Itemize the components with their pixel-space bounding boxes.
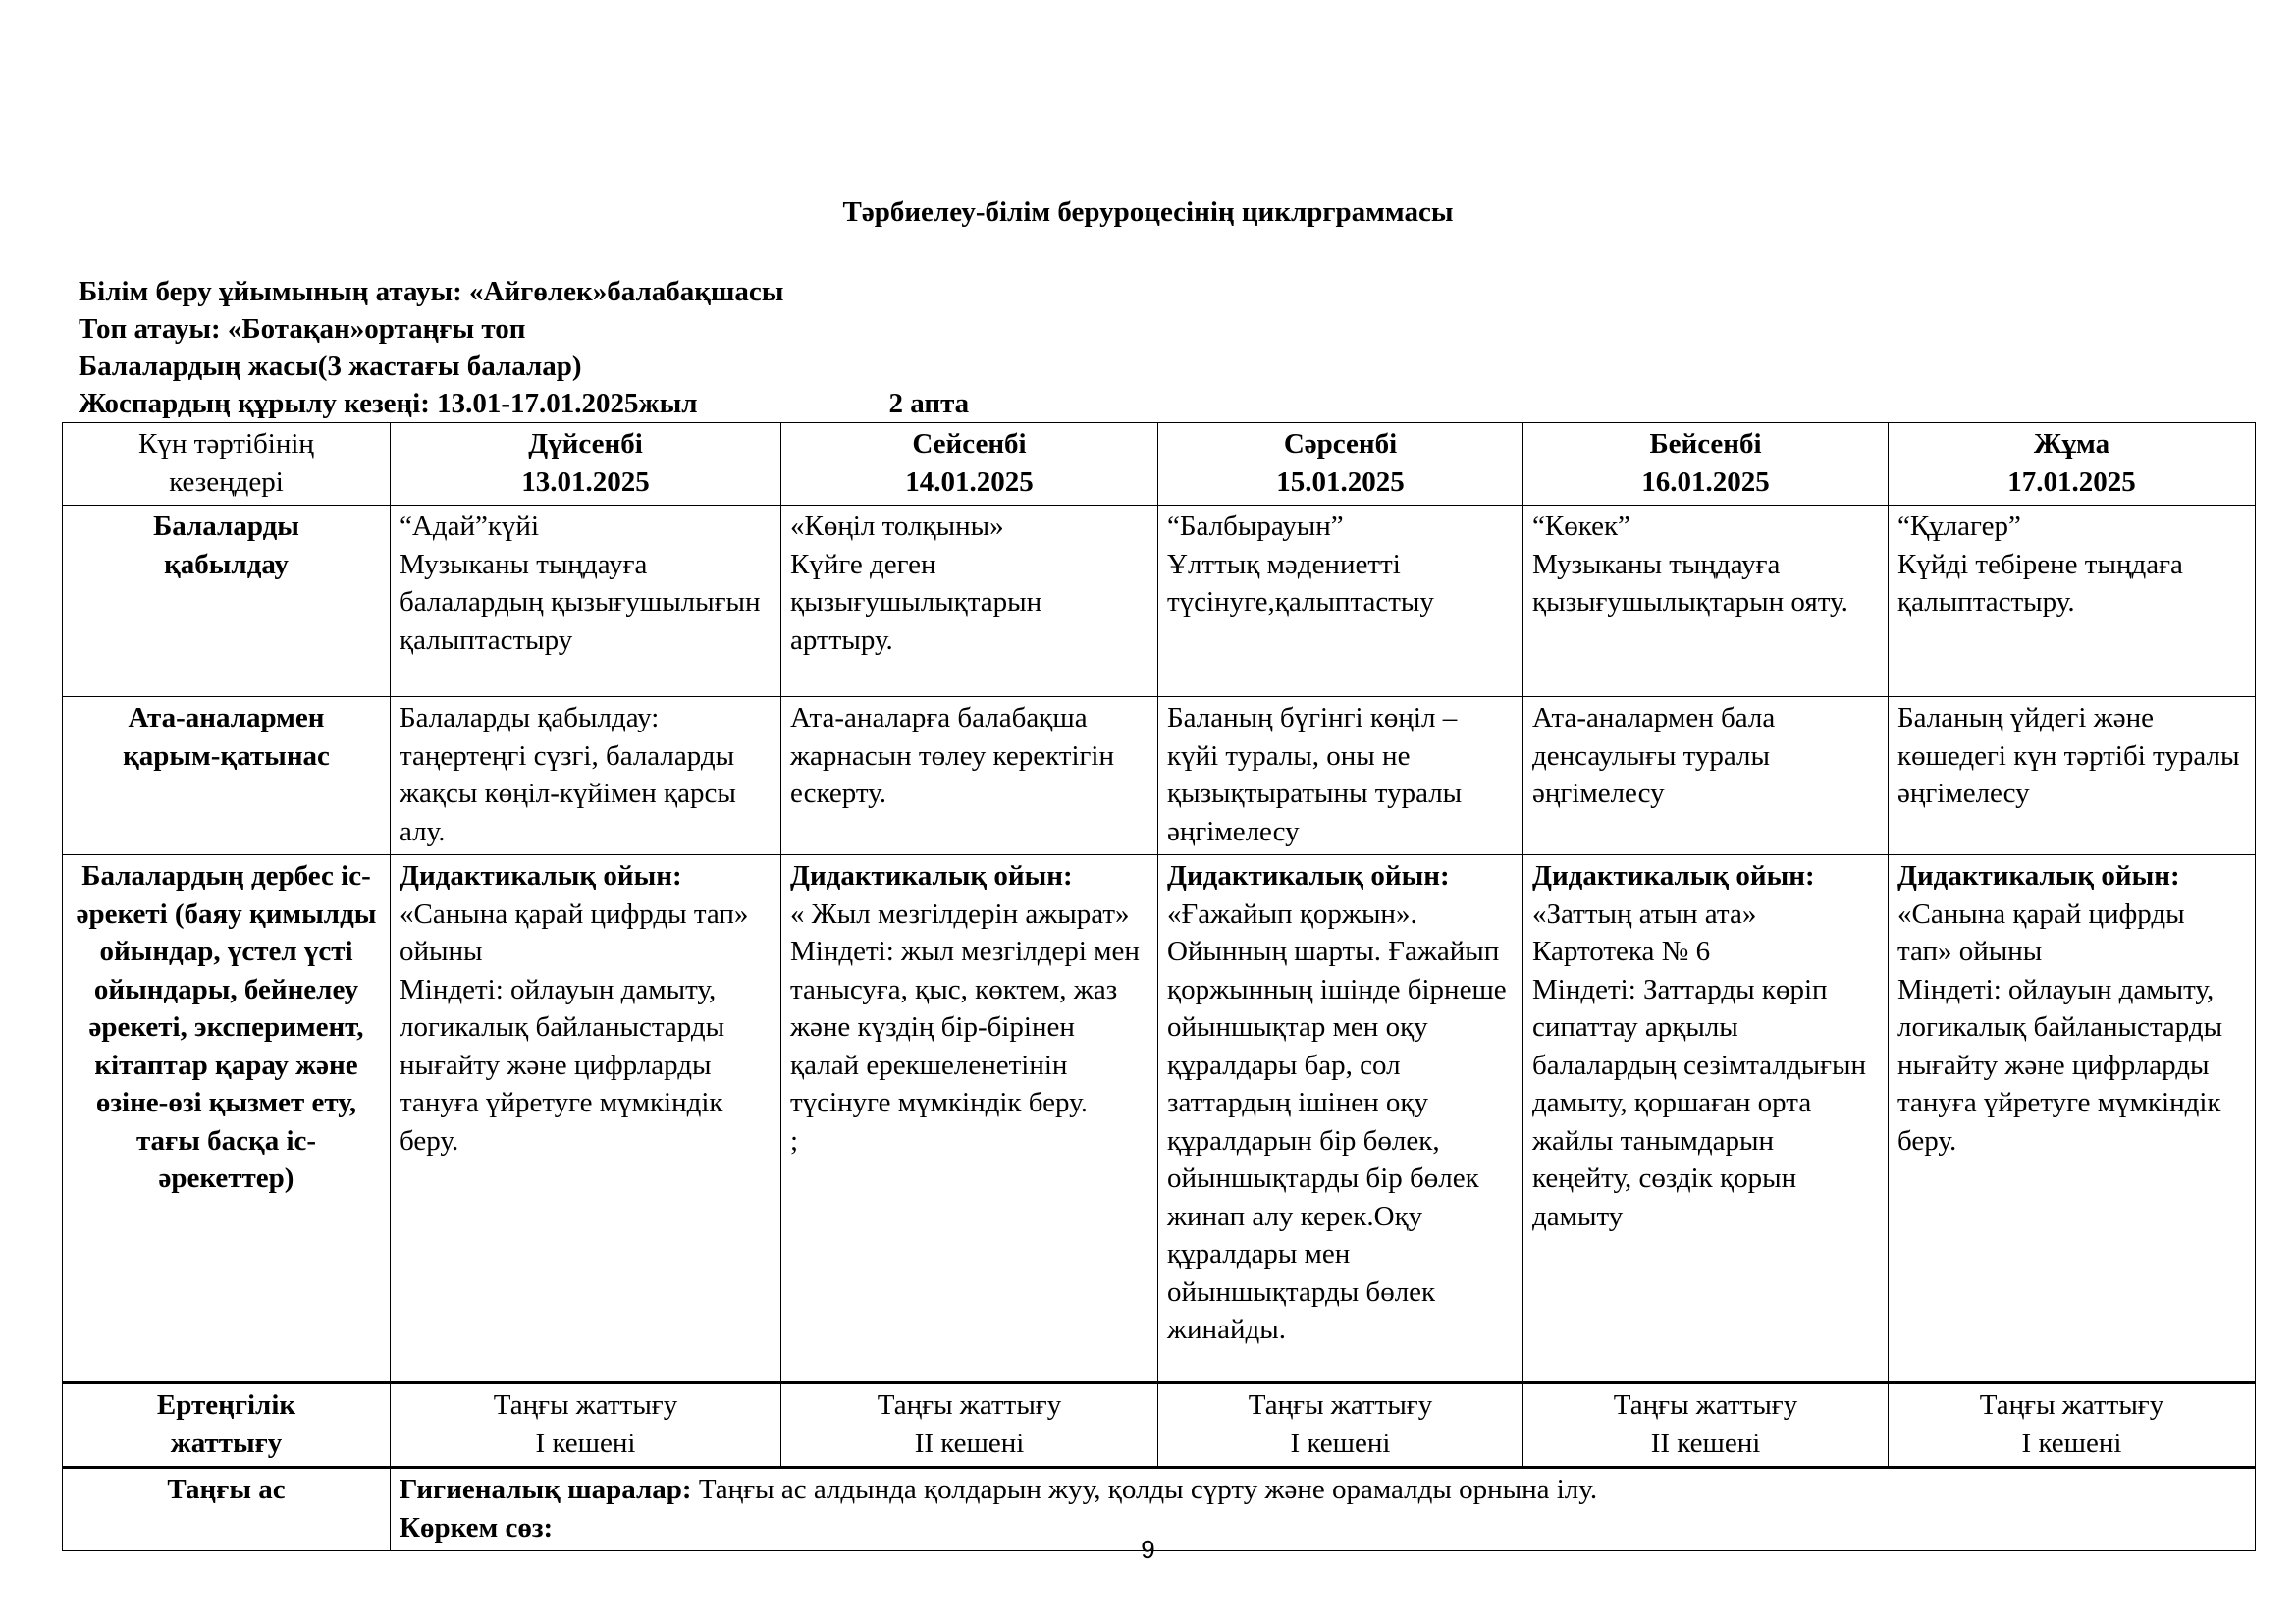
hygiene-text: Таңғы ас алдында қолдарын жуу, қолды сүрту және орамалды орнына ілу. (691, 1474, 1598, 1505)
day-date: 14.01.2025 (905, 465, 1034, 498)
hygiene-line (400, 1471, 2246, 1509)
parents-cell: Балаларды қабылдау: таңертеңгі сүзгі, балаларды жақсы көңіл-күйімен қарсы алу. (391, 697, 781, 855)
day-header-monday (391, 423, 781, 506)
plan-period-line (79, 385, 969, 422)
plan-period: Жоспардың құрылу кезеңі: 13.01-17.01.2025жыл (79, 388, 698, 419)
day-header-tuesday (781, 423, 1158, 506)
day-header-thursday (1523, 423, 1889, 506)
reception-row (63, 506, 2256, 697)
document-title: Тәрбиелеу-білім беруроцесінің циклрграммасы (842, 196, 1454, 228)
day-name: Жұма (2033, 428, 2110, 460)
parents-cell: Ата-аналармен бала денсаулығы туралы әңгімелесу (1523, 697, 1889, 855)
org-name: Білім беру ұйымының атауы: «Айгөлек»балабақшасы (79, 276, 784, 307)
children-age: Балалардың жасы(3 жастағы балалар) (79, 351, 582, 382)
activity-row (63, 855, 2256, 1383)
activity-heading: Дидактикалық ойын: (1532, 860, 1815, 892)
schedule-table (62, 422, 2256, 1551)
activity-heading: Дидактикалық ойын: (400, 860, 682, 892)
poem-label: Көркем сөз: (400, 1511, 554, 1543)
parents-cell: Ата-аналарға балабақша жарнасын төлеу керектігін ескерту. (781, 697, 1158, 855)
day-name: Сейсенбі (912, 428, 1027, 460)
day-date: 15.01.2025 (1276, 465, 1405, 498)
stage-reception: Балаларды қабылдау (63, 506, 391, 697)
parents-cell: Баланың бүгінгі көңіл – күйі туралы, оны не қызықтыратыны туралы әңгімелесу (1158, 697, 1523, 855)
exercise-cell: Таңғы жаттығу І кешені (391, 1383, 781, 1468)
exercise-cell: Таңғы жаттығу ІІ кешені (1523, 1383, 1889, 1468)
activity-cell (1158, 855, 1523, 1383)
reception-cell: “Көкек” Музыканы тыңдауға қызығушылықтарын ояту. (1523, 506, 1889, 697)
exercise-cell: Таңғы жаттығу ІІ кешені (781, 1383, 1158, 1468)
activity-cell (1523, 855, 1889, 1383)
activity-cell (1889, 855, 2256, 1383)
stage-header: Күн тәртібінің кезеңдері (63, 423, 391, 506)
day-header-friday (1889, 423, 2256, 506)
exercise-cell: Таңғы жаттығу І кешені (1158, 1383, 1523, 1468)
day-name: Дүйсенбі (528, 428, 643, 460)
parents-row (63, 697, 2256, 855)
activity-body: «Заттың атын ата» Картотека № 6 Міндеті: Заттарды көріп сипаттау арқылы балалардың сезімталдығын дамыту, қоршаған орта жайлы танымдарын кеңейту, сөздік қорын дамыту (1532, 897, 1867, 1232)
day-name: Бейсенбі (1649, 428, 1762, 460)
reception-cell: “Балбырауын” Ұлттық мәдениетті түсінуге,қалыптастыу (1158, 506, 1523, 697)
stage-breakfast: Таңғы ас (63, 1468, 391, 1551)
activity-heading: Дидактикалық ойын: (1167, 860, 1450, 892)
page-number: 9 (1141, 1535, 1155, 1564)
stage-parents: Ата-аналармен қарым-қатынас (63, 697, 391, 855)
stage-activity: Балалардың дербес іс-әрекеті (баяу қимылды ойындар, үстел үсті ойындары, бейнелеу әрекеті, эксперимент, кітаптар қарау және өзіне-өзі қызмет ету, тағы басқа іс-әрекеттер) (63, 855, 391, 1383)
reception-cell: “Құлагер” Күйді тебірене тыңдаға қалыптастыру. (1889, 506, 2256, 697)
reception-cell: “Адай”күйі Музыканы тыңдауға балалардың қызығушылығын қалыптастыру (391, 506, 781, 697)
hygiene-label: Гигиеналық шаралар: (400, 1474, 692, 1505)
day-name: Сәрсенбі (1283, 428, 1398, 460)
week-number: 2 апта (888, 388, 970, 419)
activity-body: « Жыл мезгілдерін ажырат» Міндеті: жыл мезгілдері мен танысуға, қыс, көктем, жаз және күздің бір-бірінен қалай ерекшеленетінін түсінуге мүмкіндік беру. ; (790, 897, 1140, 1157)
day-date: 13.01.2025 (521, 465, 650, 498)
stage-exercise: Ертеңгілік жаттығу (63, 1383, 391, 1468)
document-meta (79, 273, 969, 422)
group-name: Топ атауы: «Ботақан»ортаңғы топ (79, 313, 526, 345)
activity-body: «Ғажайып қоржын». Ойынның шарты. Ғажайып қоржынның ішінде бірнеше ойыншықтар мен оқу құралдары бар, сол заттардың ішінен оқу құралдарын бір бөлек, ойыншықтарды бір бөлек жинап алу керек.Оқу құралдары мен ойыншықтарды бөлек жинайды. (1167, 897, 1507, 1345)
day-date: 17.01.2025 (2007, 465, 2136, 498)
activity-cell (391, 855, 781, 1383)
day-date: 16.01.2025 (1641, 465, 1770, 498)
activity-heading: Дидактикалық ойын: (790, 860, 1073, 892)
reception-cell: «Көңіл толқыны» Күйге деген қызығушылықтарын арттыру. (781, 506, 1158, 697)
exercise-cell: Таңғы жаттығу І кешені (1889, 1383, 2256, 1468)
activity-heading: Дидактикалық ойын: (1897, 860, 2180, 892)
exercise-row (63, 1383, 2256, 1468)
day-header-wednesday (1158, 423, 1523, 506)
activity-body: «Санына қарай цифрды тап» ойыны Міндеті: ойлауын дамыту, логикалық байланыстарды нығайту және цифрларды тануға үйретуге мүмкіндік беру. (400, 897, 749, 1157)
activity-body: «Санына қарай цифрды тап» ойыны Міндеті: ойлауын дамыту, логикалық байланыстарды нығайту және цифрларды тануға үйретуге мүмкіндік беру. (1897, 897, 2223, 1157)
activity-cell (781, 855, 1158, 1383)
header-row (63, 423, 2256, 506)
parents-cell: Баланың үйдегі және көшедегі күн тәртібі туралы әңгімелесу (1889, 697, 2256, 855)
